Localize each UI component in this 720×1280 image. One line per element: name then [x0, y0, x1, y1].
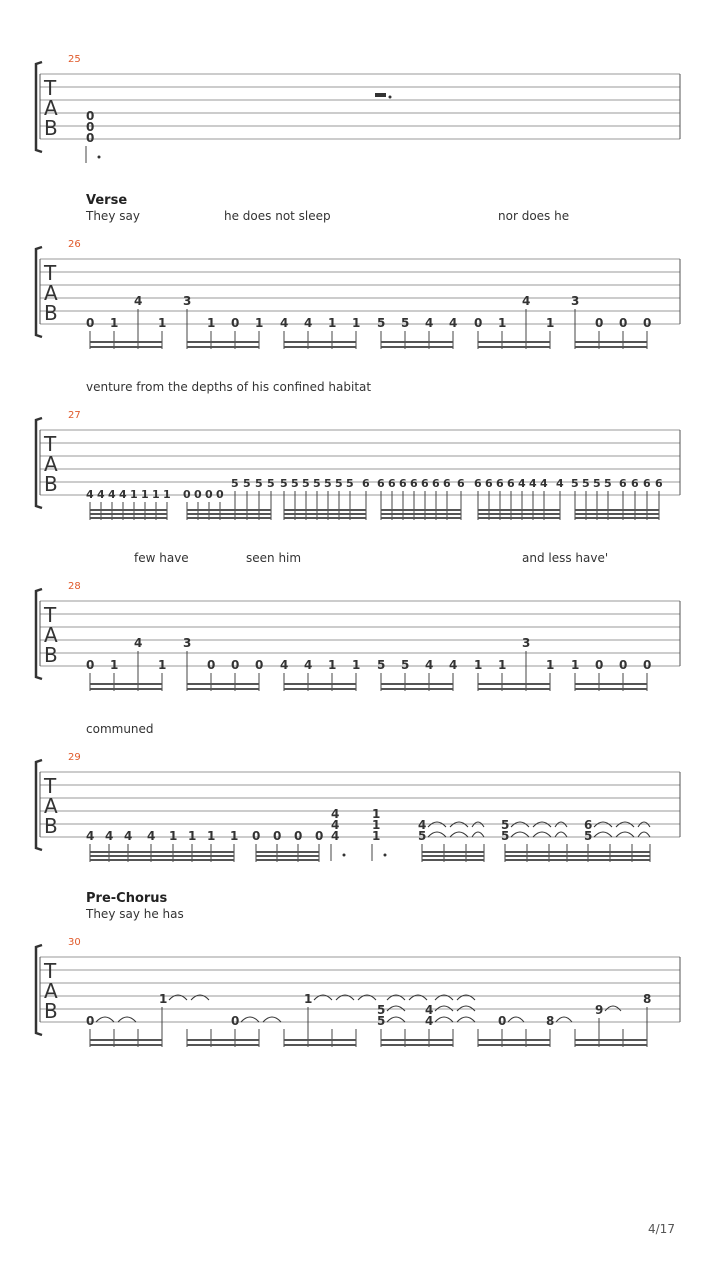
fret-number: 6	[619, 477, 627, 490]
fret-number: 5	[604, 477, 612, 490]
fret-number: 4	[97, 488, 105, 501]
fret-number: 4	[449, 316, 458, 330]
beat-group	[183, 477, 274, 501]
fret-number: 1	[352, 658, 361, 672]
fret-number: 3	[522, 636, 531, 650]
tab-system-28	[0, 577, 720, 707]
beat-group	[86, 294, 166, 330]
fret-number: 6	[474, 477, 482, 490]
beat-group	[280, 316, 360, 330]
fret-number: 6	[421, 477, 429, 490]
tie-arcs	[428, 832, 484, 837]
fret-number: 6	[507, 477, 515, 490]
beat-group	[252, 829, 323, 843]
fret-number: 6	[485, 477, 493, 490]
fret-number: 4	[418, 818, 427, 832]
fret-number: 4	[425, 316, 434, 330]
fret-number: 1	[372, 818, 381, 832]
tab-clef-a: A	[44, 452, 58, 476]
fret-number: 6	[443, 477, 451, 490]
dot	[389, 96, 392, 99]
rest-icon	[375, 93, 386, 97]
fret-number: 4	[108, 488, 116, 501]
tab-system-29	[0, 748, 720, 878]
fret-number: 4	[449, 658, 458, 672]
fret-number: 1	[188, 829, 197, 843]
fret-number: 4	[425, 1014, 434, 1028]
fret-number: 4	[280, 658, 289, 672]
measure-number: 26	[68, 239, 81, 250]
staff-26	[0, 235, 720, 365]
fret-number: 4	[304, 658, 313, 672]
beat-group	[571, 294, 651, 330]
fret-number: 0	[183, 488, 191, 501]
fret-number: 6	[631, 477, 639, 490]
fret-number: 6	[584, 818, 593, 832]
fret-number: 0	[643, 658, 652, 672]
tab-clef-b: B	[44, 999, 58, 1023]
fret-number: 5	[582, 477, 590, 490]
tab-clef-a: A	[44, 96, 58, 120]
fret-number: 0	[474, 316, 483, 330]
fret-number: 1	[372, 807, 381, 821]
fret-number: 6	[410, 477, 418, 490]
fret-number: 4	[522, 294, 531, 308]
fret-number: 0	[86, 316, 95, 330]
chord	[372, 807, 387, 861]
tie-arcs	[508, 1017, 524, 1022]
fret-number: 4	[331, 818, 340, 832]
beat-group	[501, 818, 567, 843]
tab-clef-b: B	[44, 301, 58, 325]
lyric: communed	[86, 722, 154, 736]
fret-number: 1	[207, 829, 216, 843]
fret-number: 5	[593, 477, 601, 490]
beams	[90, 1039, 647, 1046]
fret-number: 4	[105, 829, 114, 843]
stems	[90, 309, 647, 349]
fret-number: 4	[134, 294, 143, 308]
fret-number: 0	[619, 658, 628, 672]
fret-number: 1	[328, 316, 337, 330]
fret-number: 5	[418, 829, 427, 843]
tab-clef-t: T	[44, 76, 57, 100]
beat-group	[377, 316, 457, 330]
fret-number: 4	[119, 488, 127, 501]
tab-clef-a: A	[44, 281, 58, 305]
fret-number: 1	[546, 658, 555, 672]
beat-group	[571, 477, 663, 490]
lyric: venture from the depths of his confined habitat	[86, 380, 372, 394]
fret-number: 1	[352, 316, 361, 330]
tie-arcs	[594, 832, 650, 837]
measure-number: 29	[68, 752, 81, 763]
tab-clef-t: T	[44, 261, 57, 285]
staff-28	[0, 577, 720, 707]
tab-clef-t: T	[44, 603, 57, 627]
fret-number: 0	[595, 316, 604, 330]
tab-clef-a: A	[44, 979, 58, 1003]
fret-number: 6	[655, 477, 663, 490]
lyric: few have	[134, 551, 189, 565]
fret-number: 5	[324, 477, 332, 490]
fret-number: 6	[377, 477, 385, 490]
fret-number: 5	[335, 477, 343, 490]
fret-number: 1	[372, 829, 381, 843]
stems	[90, 651, 647, 691]
fret-number: 5	[313, 477, 321, 490]
fret-number: 8	[643, 992, 652, 1006]
dot	[343, 854, 346, 857]
fret-number: 4	[124, 829, 133, 843]
fret-number: 1	[207, 316, 216, 330]
fret-number: 5	[571, 477, 579, 490]
fret-number: 0	[252, 829, 261, 843]
lyric: nor does he	[498, 209, 570, 223]
tab-clef-b: B	[44, 643, 58, 667]
chord	[331, 807, 346, 861]
fret-number: 1	[498, 316, 507, 330]
lyric: seen him	[246, 551, 302, 565]
fret-number: 0	[86, 109, 95, 123]
fret-number: 1	[152, 488, 160, 501]
fret-number: 4	[304, 316, 313, 330]
fret-number: 0	[595, 658, 604, 672]
measure-number: 27	[68, 410, 81, 421]
tie-arcs	[511, 832, 567, 837]
tie-arcs	[96, 1017, 136, 1022]
fret-number: 0	[231, 658, 240, 672]
fret-number: 5	[401, 316, 410, 330]
fret-number: 0	[294, 829, 303, 843]
fret-number: 4	[86, 488, 94, 501]
fret-number: 1	[159, 992, 168, 1006]
fret-number: 4	[425, 1003, 434, 1017]
fret-number: 4	[331, 829, 340, 843]
tab-clef-b: B	[44, 472, 58, 496]
fret-number: 1	[255, 316, 264, 330]
fret-number: 6	[432, 477, 440, 490]
tab-system-25	[0, 50, 720, 180]
fret-number: 4	[134, 636, 143, 650]
fret-number: 4	[529, 477, 537, 490]
fret-number: 5	[243, 477, 251, 490]
fret-number: 0	[194, 488, 202, 501]
fret-number: 5	[291, 477, 299, 490]
measure-number: 30	[68, 937, 81, 948]
fret-number: 6	[496, 477, 504, 490]
fret-number: 1	[130, 488, 138, 501]
measure-number: 25	[68, 54, 81, 65]
fret-number: 1	[571, 658, 580, 672]
section-prechorus-title: Pre-Chorus	[86, 891, 168, 906]
fret-number: 0	[255, 658, 264, 672]
page-number: 4/17	[648, 1222, 675, 1236]
tab-clef-t: T	[44, 959, 57, 983]
fret-number: 5	[377, 1014, 386, 1028]
tab-clef-t: T	[44, 774, 57, 798]
beat-group	[86, 829, 238, 843]
fret-number: 5	[231, 477, 239, 490]
fret-number: 5	[401, 658, 410, 672]
tab-system-27	[0, 406, 720, 536]
beat-group	[280, 477, 370, 490]
beat-group	[183, 294, 263, 330]
fret-number: 3	[571, 294, 580, 308]
fret-number: 1	[110, 316, 119, 330]
staff-30	[0, 933, 720, 1063]
tab-clef-t: T	[44, 432, 57, 456]
fret-number: 5	[377, 1003, 386, 1017]
fret-number: 9	[595, 1003, 604, 1017]
staff-27	[0, 406, 720, 536]
fret-number: 0	[86, 120, 95, 134]
fret-number: 5	[584, 829, 593, 843]
fret-number: 3	[183, 294, 192, 308]
tie-arcs	[435, 1006, 475, 1022]
fret-number: 0	[643, 316, 652, 330]
fret-number: 0	[86, 1014, 95, 1028]
lyric: he does not sleep	[224, 209, 331, 223]
fret-number: 0	[231, 1014, 240, 1028]
beat-group	[584, 818, 650, 843]
tab-clef-b: B	[44, 814, 58, 838]
fret-number: 6	[362, 477, 370, 490]
fret-number: 1	[141, 488, 149, 501]
staff-25	[0, 50, 720, 180]
lyric: They say	[86, 209, 140, 223]
beat-group	[86, 636, 166, 672]
lyric: and less have'	[522, 551, 609, 565]
fret-number: 6	[388, 477, 396, 490]
fret-number: 1	[498, 658, 507, 672]
fret-number: 0	[216, 488, 224, 501]
fret-number: 6	[643, 477, 651, 490]
beat-group	[571, 658, 651, 672]
stems	[90, 1007, 647, 1047]
fret-number: 5	[302, 477, 310, 490]
fret-number: 1	[546, 316, 555, 330]
beams	[90, 509, 659, 519]
fret-number: 4	[147, 829, 156, 843]
fret-number: 1	[158, 316, 167, 330]
fret-number: 0	[315, 829, 324, 843]
fret-number: 4	[518, 477, 526, 490]
fret-number: 0	[86, 658, 95, 672]
tie-arcs	[387, 1006, 405, 1022]
tab-clef-b: B	[44, 116, 58, 140]
fret-number: 5	[267, 477, 275, 490]
dot	[98, 156, 101, 159]
section-verse-title: Verse	[86, 193, 128, 208]
beat-group	[280, 658, 360, 672]
fret-number: 0	[619, 316, 628, 330]
beat-group	[474, 294, 554, 330]
fret-number: 4	[556, 477, 564, 490]
dot	[384, 854, 387, 857]
tie-arcs	[241, 1017, 281, 1022]
beams	[90, 341, 647, 348]
fret-number: 3	[183, 636, 192, 650]
beams	[90, 851, 650, 861]
beat-group	[418, 818, 484, 843]
fret-number: 5	[346, 477, 354, 490]
fret-number: 4	[540, 477, 548, 490]
fret-number: 4	[86, 829, 95, 843]
fret-number: 1	[163, 488, 171, 501]
beat-group	[474, 636, 554, 672]
measure-number: 28	[68, 581, 81, 592]
fret-number: 6	[457, 477, 465, 490]
lyric: They say he has	[86, 907, 184, 921]
tab-clef-a: A	[44, 623, 58, 647]
fret-number: 1	[158, 658, 167, 672]
tie-arcs	[556, 1017, 572, 1022]
fret-number: 0	[205, 488, 213, 501]
fret-number: 1	[230, 829, 239, 843]
tab-system-30	[0, 933, 720, 1063]
fret-number: 1	[110, 658, 119, 672]
tab-system-26	[0, 235, 720, 365]
chord-pair	[377, 995, 475, 1028]
beat-group	[183, 636, 263, 672]
fret-number: 4	[331, 807, 340, 821]
fret-number: 1	[169, 829, 178, 843]
fret-number: 0	[86, 131, 95, 145]
fret-number: 1	[474, 658, 483, 672]
beat-group	[377, 477, 465, 490]
fret-number: 5	[377, 316, 386, 330]
fret-number: 0	[498, 1014, 507, 1028]
fret-number: 5	[501, 818, 510, 832]
fret-number: 5	[377, 658, 386, 672]
beat-group	[377, 658, 457, 672]
fret-number: 4	[425, 658, 434, 672]
fret-number: 8	[546, 1014, 555, 1028]
tab-clef-a: A	[44, 794, 58, 818]
beat-group	[474, 477, 564, 490]
fret-number: 6	[399, 477, 407, 490]
fret-number: 0	[231, 316, 240, 330]
staff-29	[0, 748, 720, 878]
fret-number: 5	[501, 829, 510, 843]
fret-number: 0	[273, 829, 282, 843]
fret-number: 4	[280, 316, 289, 330]
beams	[90, 683, 647, 690]
fret-number: 5	[280, 477, 288, 490]
fret-number: 1	[328, 658, 337, 672]
fret-number: 5	[255, 477, 263, 490]
fret-number: 0	[207, 658, 216, 672]
fret-number: 1	[304, 992, 313, 1006]
